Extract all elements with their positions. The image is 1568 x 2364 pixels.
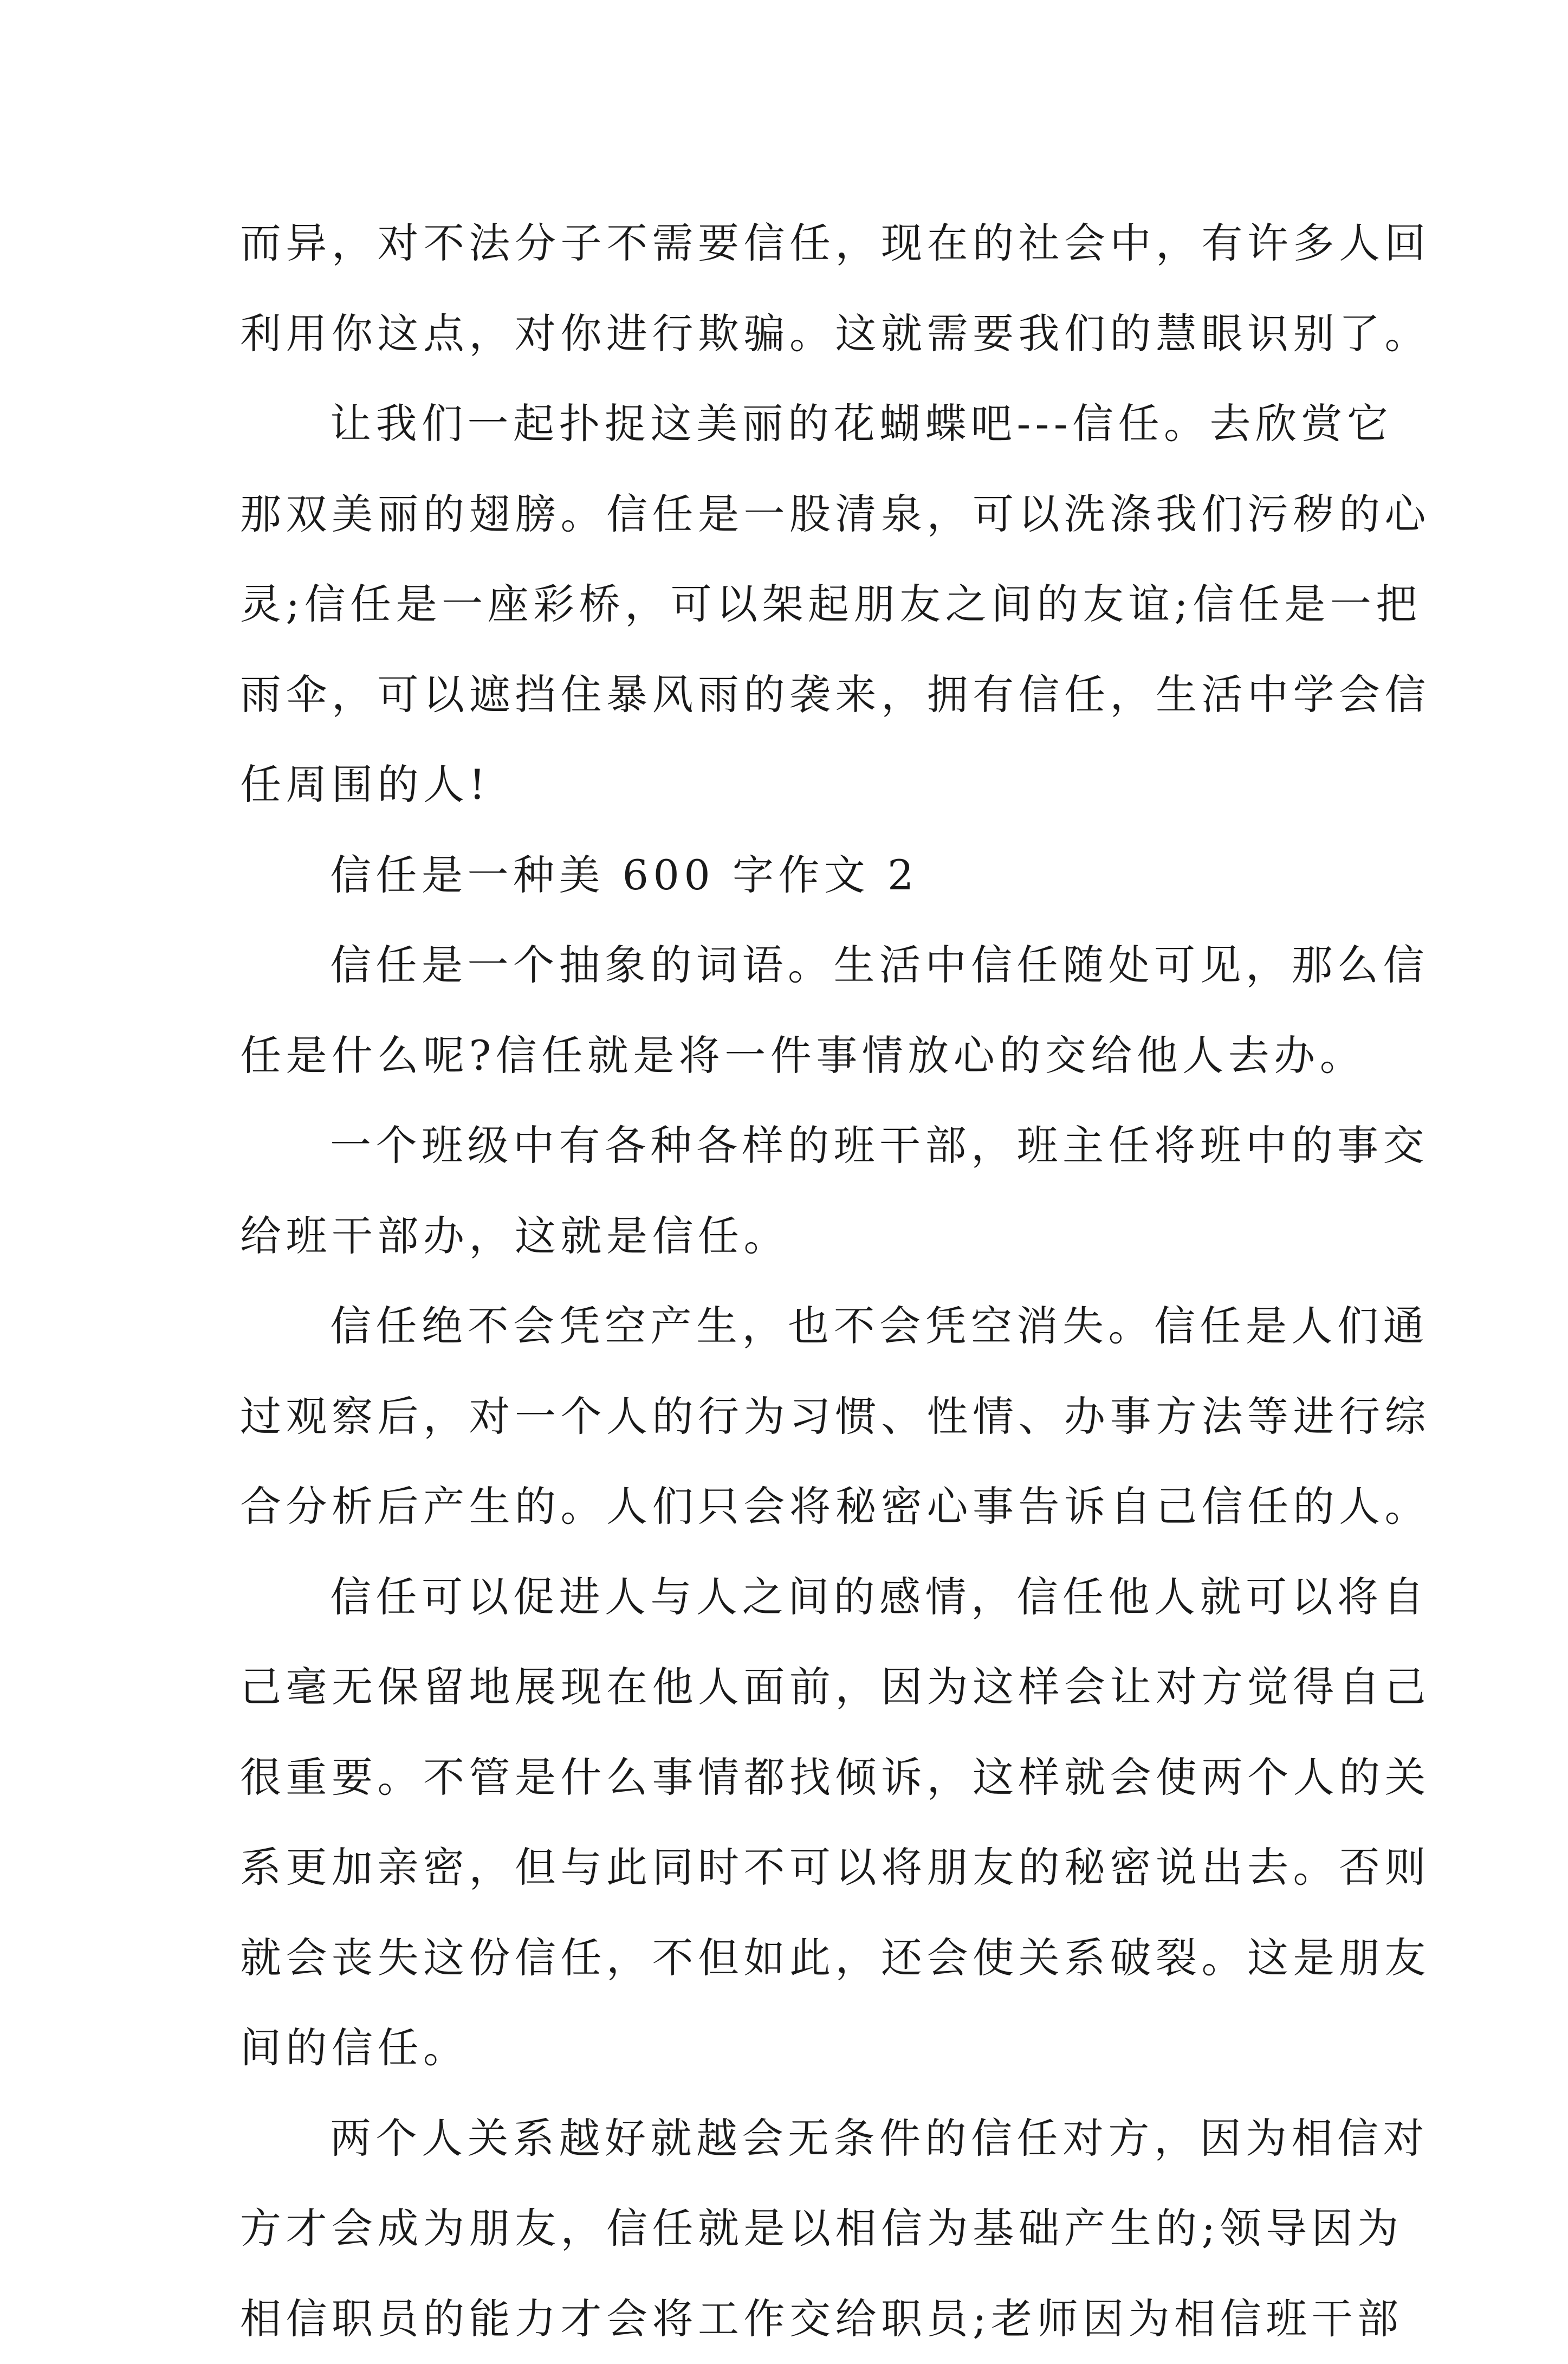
text-line: 一个班级中有各种各样的班干部，班主任将班中的事交 (240, 1101, 1345, 1191)
text-line: 任是什么呢?信任就是将一件事情放心的交给他人去办。 (240, 1011, 1345, 1101)
text-line: 信任是一种美 600 字作文 2 (240, 830, 1345, 921)
text-line: 系更加亲密，但与此同时不可以将朋友的秘密说出去。否则 (240, 1823, 1345, 1913)
text-line: 而异，对不法分子不需要信任，现在的社会中，有许多人回 (240, 198, 1345, 289)
text-line: 己毫无保留地展现在他人面前，因为这样会让对方觉得自己 (240, 1642, 1345, 1733)
text-line: 任周围的人! (240, 740, 1345, 830)
document-page (240, 198, 1345, 2364)
text-line: 方才会成为朋友，信任就是以相信为基础产生的;领导因为 (240, 2184, 1345, 2274)
text-line: 雨伞，可以遮挡住暴风雨的袭来，拥有信任，生活中学会信 (240, 650, 1345, 740)
text-line: 信任是一个抽象的词语。生活中信任随处可见，那么信 (240, 920, 1345, 1011)
text-line: 灵;信任是一座彩桥，可以架起朋友之间的友谊;信任是一把 (240, 559, 1345, 650)
text-line: 很重要。不管是什么事情都找倾诉，这样就会使两个人的关 (240, 1733, 1345, 1823)
text-line: 让我们一起扑捉这美丽的花蝴蝶吧---信任。去欣赏它 (240, 379, 1345, 469)
text-line: 利用你这点，对你进行欺骗。这就需要我们的慧眼识别了。 (240, 289, 1345, 379)
text-line: 相信职员的能力才会将工作交给职员;老师因为相信班干部 (240, 2274, 1345, 2364)
text-line: 间的信任。 (240, 2003, 1345, 2094)
text-line: 过观察后，对一个人的行为习惯、性情、办事方法等进行综 (240, 1372, 1345, 1462)
text-line: 信任绝不会凭空产生，也不会凭空消失。信任是人们通 (240, 1281, 1345, 1372)
text-line: 信任可以促进人与人之间的感情，信任他人就可以将自 (240, 1552, 1345, 1643)
document-body (240, 198, 1345, 2364)
text-line: 两个人关系越好就越会无条件的信任对方，因为相信对 (240, 2094, 1345, 2184)
text-line: 就会丧失这份信任，不但如此，还会使关系破裂。这是朋友 (240, 1913, 1345, 2004)
text-line: 给班干部办，这就是信任。 (240, 1191, 1345, 1282)
text-line: 那双美丽的翅膀。信任是一股清泉，可以洗涤我们污秽的心 (240, 469, 1345, 560)
text-line: 合分析后产生的。人们只会将秘密心事告诉自己信任的人。 (240, 1462, 1345, 1552)
